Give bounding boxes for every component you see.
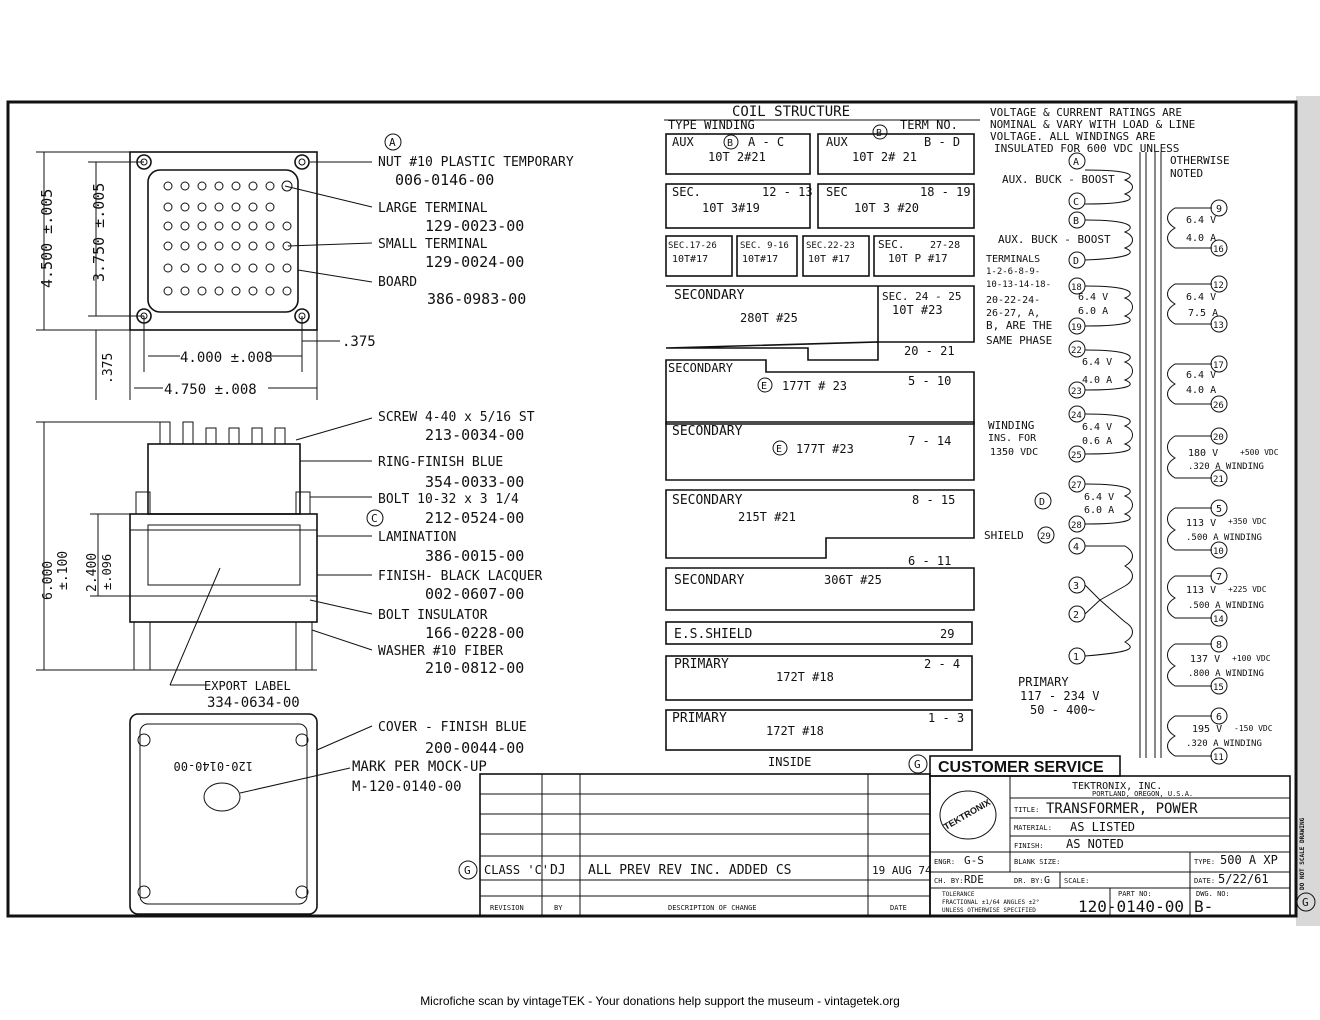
e2-term: 7 - 14 <box>908 434 952 448</box>
shield-label: SHIELD <box>984 529 1024 542</box>
circ-a: A <box>389 136 396 149</box>
s5-label: SEC.22-23 <box>806 241 855 251</box>
term-19: 19 <box>1071 323 1082 333</box>
dim-2400-tol: ±.096 <box>100 553 114 590</box>
circ-c: C <box>371 512 378 525</box>
aux2-winding: 10T 2# 21 <box>852 150 918 164</box>
e2-label: SECONDARY <box>672 424 743 439</box>
large-terminal-number: 129-0023-00 <box>425 217 525 235</box>
term-5: 5 <box>1216 504 1223 515</box>
s6-winding: 10T P #17 <box>888 252 948 265</box>
scan-edge <box>1296 96 1320 926</box>
primary-voltage: 117 - 234 V <box>1020 689 1100 703</box>
coil-structure-title: COIL STRUCTURE <box>732 104 851 120</box>
es-shield-label: E.S.SHIELD <box>674 627 753 642</box>
term-no-header: TERM NO. <box>900 118 958 132</box>
type-winding-header: TYPE WINDING <box>668 118 755 132</box>
note-line-2: NOMINAL & VARY WITH LOAD & LINE <box>990 118 1196 131</box>
rev-class: CLASS 'C' <box>484 863 550 877</box>
term-23: 23 <box>1071 387 1082 397</box>
term-21: 21 <box>1213 475 1224 485</box>
p1-label: PRIMARY <box>674 657 729 672</box>
term-a: A <box>1073 157 1080 168</box>
big-sub-label: SEC. 24 - 25 <box>882 290 962 303</box>
inside-label: INSIDE <box>768 755 812 769</box>
r1-volt: 6.4 V <box>1078 292 1109 303</box>
tolerance-3: UNLESS OTHERWISE SPECIFIED <box>942 907 1036 914</box>
term-d: D <box>1073 256 1080 267</box>
screw-label: SCREW 4-40 x 5/16 ST <box>378 410 535 425</box>
term-20: 20 <box>1213 433 1224 443</box>
engr-value: G-S <box>964 854 984 867</box>
cs-circ: G <box>914 758 921 771</box>
cover-view <box>130 714 372 914</box>
term-7: 7 <box>1216 572 1223 583</box>
aux1-label: AUX <box>672 135 694 149</box>
e1-label: SECONDARY <box>668 361 734 375</box>
winding-2: INS. FOR <box>988 433 1037 444</box>
term-22: 22 <box>1071 346 1082 356</box>
finish-block-label: FINISH: <box>1014 842 1044 850</box>
dim-height-4500: 4.500 ±.005 <box>38 188 56 288</box>
checked-value: RDE <box>964 873 984 886</box>
o1-amp: 4.0 A <box>1186 233 1217 244</box>
term-27: 27 <box>1071 481 1082 491</box>
terminals-5: 26-27, A, <box>986 308 1041 319</box>
side-view <box>36 422 317 670</box>
r3-volt: 6.4 V <box>1082 422 1113 433</box>
company-name: TEKTRONIX, INC. <box>1072 781 1163 792</box>
o7-amp: .800 A WINDING <box>1188 669 1264 679</box>
bolt-number: 212-0524-00 <box>425 509 525 527</box>
rev-circ: G <box>464 864 471 877</box>
aux2-circ: B <box>876 128 883 139</box>
mark-label: MARK PER MOCK-UP <box>352 759 487 775</box>
note-line-3: VOLTAGE. ALL WINDINGS ARE <box>990 130 1156 143</box>
finish-label: FINISH- BLACK LACQUER <box>378 569 543 584</box>
s4-winding: 10T#17 <box>742 254 779 265</box>
p1-term: 2 - 4 <box>924 657 961 671</box>
ring-label: RING-FINISH BLUE <box>378 455 504 470</box>
aux1-term: A - C <box>748 135 785 149</box>
blank-size-label: BLANK SIZE: <box>1014 858 1061 866</box>
term-26: 26 <box>1213 401 1224 411</box>
r3-amp: 0.6 A <box>1082 436 1113 447</box>
note-line-4: INSULATED FOR 600 VDC UNLESS <box>994 142 1180 155</box>
export-number: 334-0634-00 <box>207 695 300 711</box>
o8-dc: -150 VDC <box>1234 724 1273 733</box>
date-value: 5/22/61 <box>1218 872 1269 886</box>
screw-number: 213-0034-00 <box>425 426 525 444</box>
terminals-7: SAME PHASE <box>986 334 1053 347</box>
o7-volt: 137 V <box>1190 654 1221 665</box>
p2-label: PRIMARY <box>672 711 727 726</box>
bolt-label: BOLT 10-32 x 3 1/4 <box>378 492 519 507</box>
drawn-value: G <box>1044 875 1051 886</box>
o5-amp: .500 A WINDING <box>1186 533 1262 543</box>
term-b: B <box>1073 216 1080 227</box>
e1-circ: E <box>761 381 768 392</box>
title-value: TRANSFORMER, POWER <box>1046 801 1198 817</box>
customer-service: CUSTOMER SERVICE <box>938 759 1104 776</box>
finish-number: 002-0607-00 <box>425 585 525 603</box>
rev-description: ALL PREV REV INC. ADDED CS <box>588 863 792 878</box>
aux2-label: AUX <box>826 135 848 149</box>
type-value: 500 A XP <box>1220 853 1278 867</box>
terminal-grid <box>164 181 292 295</box>
export-label: EXPORT LABEL <box>204 679 291 693</box>
term-3: 3 <box>1073 581 1080 592</box>
o8-volt: 195 V <box>1192 724 1223 735</box>
part-no-label: PART NO: <box>1118 890 1152 898</box>
terminals-2: 1-2-6-8-9- <box>986 267 1041 277</box>
term-15: 15 <box>1213 683 1224 693</box>
engr-label: ENGR: <box>934 858 956 866</box>
do-not-scale: DO NOT SCALE DRAWING <box>1299 817 1306 890</box>
leaders-side <box>170 418 372 685</box>
term-17: 17 <box>1213 361 1224 371</box>
aux1-circ: B <box>727 138 734 149</box>
g2-winding: 306T #25 <box>824 573 882 587</box>
g1-term2: 6 - 11 <box>908 554 952 568</box>
side-circ: G <box>1302 896 1309 909</box>
term-24: 24 <box>1071 411 1082 421</box>
term-14: 14 <box>1213 615 1224 625</box>
o5-dc: +350 VDC <box>1228 517 1267 526</box>
terminals-3: 10-13-14-18- <box>986 280 1052 290</box>
e2-circ: E <box>776 444 783 455</box>
big-sec-winding: 280T #25 <box>740 311 798 325</box>
title-label: TITLE: <box>1014 806 1040 814</box>
dim-height-3750: 3.750 ±.005 <box>90 182 108 282</box>
big-term: 20 - 21 <box>904 344 955 358</box>
note-line-1: VOLTAGE & CURRENT RATINGS ARE <box>990 106 1183 119</box>
dim-width-4750: 4.750 ±.008 <box>164 382 257 398</box>
terminals-1: TERMINALS <box>986 254 1041 265</box>
term-6: 6 <box>1216 712 1223 723</box>
washer-label: WASHER #10 FIBER <box>378 644 504 659</box>
e1-term: 5 - 10 <box>908 374 952 388</box>
rev-header-date: DATE <box>890 904 907 912</box>
big-sub-winding: 10T #23 <box>892 303 943 317</box>
sec2-winding: 10T 3 #20 <box>854 201 920 215</box>
dim-2400: 2.400 <box>85 552 100 592</box>
dim-375-right: .375 <box>342 334 376 350</box>
r4-volt: 6.4 V <box>1084 492 1115 503</box>
e1-winding: 177T # 23 <box>782 379 848 393</box>
dim-6000: 6.000 <box>41 560 56 600</box>
terminals-6: B, ARE THE <box>986 319 1053 332</box>
tolerance-2: FRACTIONAL ±1/64 ANGLES ±2° <box>942 899 1040 906</box>
aux2-term: B - D <box>924 135 961 149</box>
o1-volt: 6.4 V <box>1186 215 1217 226</box>
term-4: 4 <box>1073 542 1080 553</box>
o3-volt: 6.4 V <box>1186 370 1217 381</box>
sec2-term: 18 - 19 <box>920 185 971 199</box>
term-28: 28 <box>1071 521 1082 531</box>
r1-amp: 6.0 A <box>1078 306 1109 317</box>
rev-header-by: BY <box>554 904 563 912</box>
o2-amp: 7.5 A <box>1188 308 1219 319</box>
lamination-number: 386-0015-00 <box>425 547 525 565</box>
big-sec-label: SECONDARY <box>674 288 745 303</box>
o5-volt: 113 V <box>1186 518 1217 529</box>
g1-term: 8 - 15 <box>912 493 956 507</box>
term-11: 11 <box>1213 753 1224 763</box>
term-2: 2 <box>1073 610 1080 621</box>
company-address: PORTLAND, OREGON, U.S.A. <box>1092 790 1194 798</box>
p2-term: 1 - 3 <box>928 711 965 725</box>
nut-label: NUT #10 PLASTIC TEMPORARY <box>378 155 574 170</box>
winding-3: 1350 VDC <box>990 447 1039 458</box>
o2-volt: 6.4 V <box>1186 292 1217 303</box>
ring-number: 354-0033-00 <box>425 473 525 491</box>
o4-volt: 180 V <box>1188 448 1219 459</box>
sec2-label: SEC <box>826 185 848 199</box>
o4-dc: +500 VDC <box>1240 448 1279 457</box>
material-label: MATERIAL: <box>1014 824 1052 832</box>
r4-amp: 6.0 A <box>1084 505 1115 516</box>
dwg-no-label: DWG. NO: <box>1196 890 1230 898</box>
rev-header-desc: DESCRIPTION OF CHANGE <box>668 904 757 912</box>
dim-375-left: .375 <box>101 352 116 384</box>
note-line-6: NOTED <box>1170 167 1204 180</box>
term-16: 16 <box>1213 245 1224 255</box>
revision-block <box>459 774 930 916</box>
s3-winding: 10T#17 <box>672 254 709 265</box>
term-8: 8 <box>1216 640 1223 651</box>
sec1-winding: 10T 3#19 <box>702 201 760 215</box>
term-c: C <box>1073 197 1080 208</box>
footer-credit: Microfiche scan by vintageTEK - Your donations help support the museum - vintagetek.org <box>420 994 900 1008</box>
o8-amp: .320 A WINDING <box>1186 739 1262 749</box>
o6-dc: +225 VDC <box>1228 585 1267 594</box>
dwg-no-value: B- <box>1194 897 1214 916</box>
small-terminal-label: SMALL TERMINAL <box>378 237 488 252</box>
circ-d-note: D <box>1039 497 1046 508</box>
winding-1: WINDING <box>988 419 1035 432</box>
type-label: TYPE: <box>1194 858 1216 866</box>
note-line-5: OTHERWISE <box>1170 154 1230 167</box>
s4-label: SEC. 9-16 <box>740 241 789 251</box>
s6-label: SEC. <box>878 238 905 251</box>
drawn-label: DR. BY: <box>1014 877 1044 885</box>
o6-volt: 113 V <box>1186 585 1217 596</box>
primary-label: PRIMARY <box>1018 675 1069 689</box>
checked-label: CH. BY: <box>934 877 964 885</box>
cover-mark-text: 120-0140-00 <box>173 759 253 773</box>
rev-header-revision: REVISION <box>490 904 524 912</box>
large-terminal-label: LARGE TERMINAL <box>378 201 488 216</box>
tektronix-logo: TEKTRONIX <box>942 797 993 832</box>
finish-block-value: AS NOTED <box>1066 837 1124 851</box>
mark-number: M-120-0140-00 <box>352 779 462 795</box>
o6-amp: .500 A WINDING <box>1188 601 1264 611</box>
insulator-label: BOLT INSULATOR <box>378 608 488 623</box>
term-13: 13 <box>1213 321 1224 331</box>
material-value: AS LISTED <box>1070 820 1136 834</box>
s6-term: 27-28 <box>930 240 961 251</box>
term-12: 12 <box>1213 281 1224 291</box>
buck-boost-2: AUX. BUCK - BOOST <box>998 233 1111 246</box>
dim-6000-tol: ±.100 <box>56 550 71 590</box>
o7-dc: +100 VDC <box>1232 654 1271 663</box>
es-shield-term: 29 <box>940 627 955 641</box>
s5-winding: 10T #17 <box>808 254 851 265</box>
part-no-value: 120-0140-00 <box>1078 897 1184 916</box>
rev-date: 19 AUG 74 <box>872 864 932 877</box>
cover-number: 200-0044-00 <box>425 739 525 757</box>
o4-amp: .320 A WINDING <box>1188 462 1264 472</box>
term-29: 29 <box>1040 532 1051 542</box>
term-9: 9 <box>1216 204 1223 215</box>
aux1-winding: 10T 2#21 <box>708 150 766 164</box>
insulator-number: 166-0228-00 <box>425 624 525 642</box>
sec1-term: 12 - 13 <box>762 185 813 199</box>
g1-winding: 215T #21 <box>738 510 796 524</box>
washer-number: 210-0812-00 <box>425 659 525 677</box>
lamination-label: LAMINATION <box>378 530 457 545</box>
r2-amp: 4.0 A <box>1082 375 1113 386</box>
g1-label: SECONDARY <box>672 493 743 508</box>
e2-winding: 177T #23 <box>796 442 854 456</box>
s3-label: SEC.17-26 <box>668 241 717 251</box>
sec1-label: SEC. <box>672 185 701 199</box>
board-number: 386-0983-00 <box>427 290 527 308</box>
term-18: 18 <box>1071 283 1082 293</box>
tolerance-1: TOLERANCE <box>942 891 975 898</box>
g2-label: SECONDARY <box>674 573 745 588</box>
board-label: BOARD <box>378 275 418 290</box>
o3-amp: 4.0 A <box>1186 385 1217 396</box>
scale-label: SCALE: <box>1064 877 1090 885</box>
p2-winding: 172T #18 <box>766 724 824 738</box>
rev-by: DJ <box>550 863 566 878</box>
r2-volt: 6.4 V <box>1082 357 1113 368</box>
small-terminal-number: 129-0024-00 <box>425 253 525 271</box>
terminals-4: 20-22-24- <box>986 295 1041 306</box>
term-10: 10 <box>1213 547 1224 557</box>
nut-part-number: 006-0146-00 <box>395 171 495 189</box>
term-1: 1 <box>1073 652 1080 663</box>
buck-boost-1: AUX. BUCK - BOOST <box>1002 173 1115 186</box>
term-25: 25 <box>1071 451 1082 461</box>
primary-freq: 50 - 400~ <box>1030 703 1096 717</box>
p1-winding: 172T #18 <box>776 670 834 684</box>
cover-label: COVER - FINISH BLUE <box>378 720 527 735</box>
dim-width-4000: 4.000 ±.008 <box>180 350 273 366</box>
date-label: DATE: <box>1194 877 1216 885</box>
